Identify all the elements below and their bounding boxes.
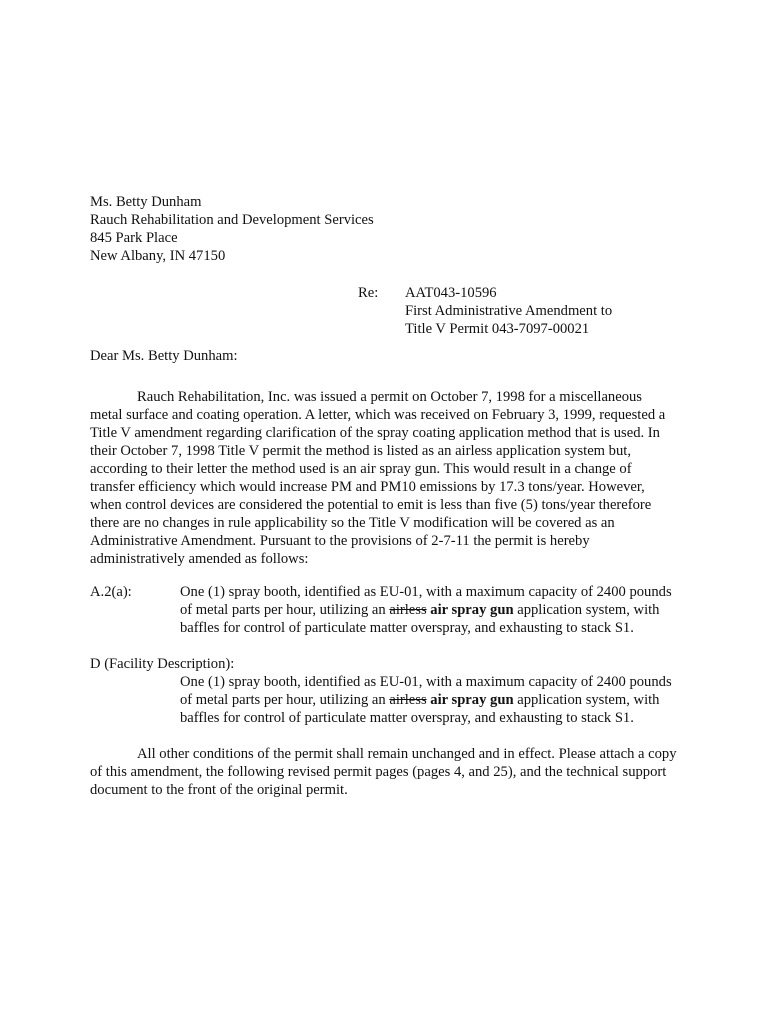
bold-inserted-text: air spray gun bbox=[430, 602, 514, 618]
amendment-line: One (1) spray booth, identified as EU-01, with a maximum capacity of 2400 pounds bbox=[180, 674, 672, 690]
text: application system, with bbox=[513, 692, 660, 708]
recipient-street: 845 Park Place bbox=[90, 230, 178, 246]
paragraph-line: metal surface and coating operation. A letter, which was received on February 3, 1999, requested a bbox=[90, 407, 666, 423]
text: application system, with bbox=[513, 602, 660, 618]
struck-text: airless bbox=[389, 602, 427, 618]
recipient-city: New Albany, IN 47150 bbox=[90, 248, 226, 264]
recipient-company: Rauch Rehabilitation and Development Services bbox=[90, 212, 374, 228]
paragraph-line: of this amendment, the following revised permit pages (pages 4, and 25), and the technical support bbox=[90, 764, 667, 780]
paragraph-line: document to the front of the original permit. bbox=[90, 782, 348, 798]
paragraph-line: Administrative Amendment. Pursuant to the provisions of 2-7-11 the permit is hereby bbox=[90, 533, 590, 549]
amendment-line: One (1) spray booth, identified as EU-01, with a maximum capacity of 2400 pounds bbox=[180, 584, 672, 600]
paragraph-line: administratively amended as follows: bbox=[90, 551, 309, 567]
text: of metal parts per hour, utilizing an bbox=[180, 692, 390, 708]
paragraph-line: transfer efficiency which would increase PM and PM10 emissions by 17.3 tons/year. However, bbox=[90, 479, 645, 495]
re-label: Re: bbox=[358, 285, 379, 301]
bold-inserted-text: air spray gun bbox=[430, 692, 514, 708]
paragraph-line: All other conditions of the permit shall remain unchanged and in effect. Please attach a copy bbox=[137, 746, 677, 762]
amendment-label: D (Facility Description): bbox=[90, 656, 235, 672]
amendment-line bbox=[180, 691, 659, 709]
re-line: AAT043-10596 bbox=[405, 285, 497, 301]
amendment-label: A.2(a): bbox=[90, 584, 132, 600]
struck-text: airless bbox=[389, 692, 427, 708]
amendment-line bbox=[180, 601, 659, 619]
re-line: Title V Permit 043-7097-00021 bbox=[405, 321, 590, 337]
paragraph-line: according to their letter the method used is an air spray gun. This would result in a change of bbox=[90, 461, 632, 477]
paragraph-line: their October 7, 1998 Title V permit the method is listed as an airless application system but, bbox=[90, 443, 631, 459]
recipient-name: Ms. Betty Dunham bbox=[90, 194, 202, 210]
salutation: Dear Ms. Betty Dunham: bbox=[90, 348, 238, 364]
re-line: First Administrative Amendment to bbox=[405, 303, 613, 319]
text: of metal parts per hour, utilizing an bbox=[180, 602, 390, 618]
paragraph-line: Title V amendment regarding clarification of the spray coating application method that is used. In bbox=[90, 425, 660, 441]
paragraph-line: there are no changes in rule applicability so the Title V modification will be covered as an bbox=[90, 515, 615, 531]
paragraph-line: when control devices are considered the potential to emit is less than five (5) tons/year therefore bbox=[90, 497, 652, 513]
paragraph-line: Rauch Rehabilitation, Inc. was issued a permit on October 7, 1998 for a miscellaneous bbox=[137, 389, 642, 405]
amendment-line: baffles for control of particulate matter overspray, and exhausting to stack S1. bbox=[180, 710, 634, 726]
amendment-line: baffles for control of particulate matter overspray, and exhausting to stack S1. bbox=[180, 620, 634, 636]
